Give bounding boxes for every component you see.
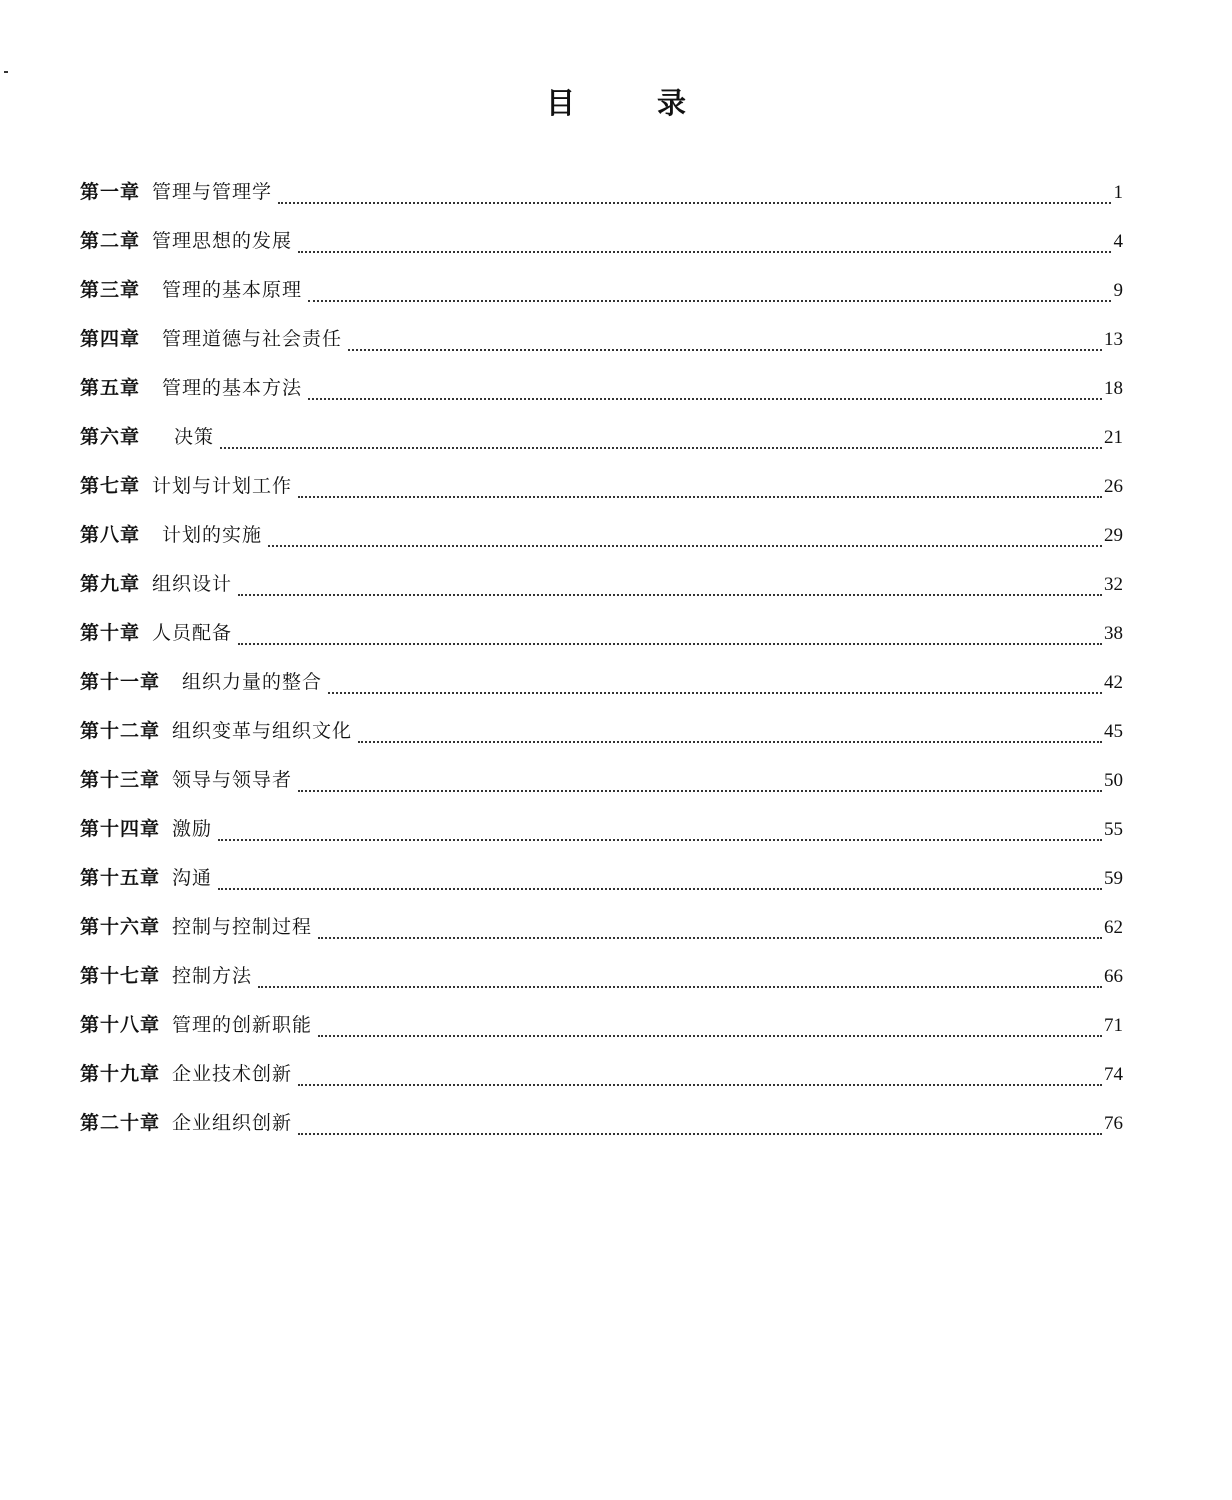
toc-entry[interactable]	[80, 1099, 1123, 1148]
chapter-title: 管理道德与社会责任	[162, 328, 343, 350]
chapter-number: 第十七章	[80, 965, 161, 987]
page-number: 74	[1104, 1064, 1123, 1085]
dot-leader	[268, 545, 1102, 547]
chapter-number: 第七章	[80, 475, 141, 497]
toc-entry[interactable]	[80, 364, 1123, 413]
chapter-title: 领导与领导者	[172, 769, 293, 791]
chapter-number: 第二章	[80, 230, 141, 252]
chapter-number: 第一章	[80, 181, 141, 203]
toc-entry[interactable]	[80, 315, 1123, 364]
page-number: 13	[1104, 329, 1123, 350]
chapter-title: 控制方法	[172, 965, 253, 987]
dot-leader	[258, 986, 1102, 988]
page-number: 50	[1104, 770, 1123, 791]
page-number: 18	[1104, 378, 1123, 399]
chapter-title: 管理的基本方法	[162, 377, 303, 399]
page-number: 21	[1104, 427, 1123, 448]
dot-leader	[328, 692, 1102, 694]
toc-entry[interactable]	[80, 658, 1123, 707]
chapter-number: 第十三章	[80, 769, 161, 791]
dot-leader	[298, 790, 1102, 792]
toc-entry[interactable]	[80, 805, 1123, 854]
page-number: 71	[1104, 1015, 1123, 1036]
toc-entry[interactable]	[80, 756, 1123, 805]
dot-leader	[318, 1035, 1102, 1037]
dot-leader	[218, 839, 1102, 841]
chapter-number: 第十四章	[80, 818, 161, 840]
chapter-title: 管理的基本原理	[162, 279, 303, 301]
dot-leader	[298, 251, 1111, 253]
page-number: 26	[1104, 476, 1123, 497]
chapter-title: 管理思想的发展	[152, 230, 293, 252]
toc-entry[interactable]	[80, 903, 1123, 952]
page-title: 目 录	[545, 86, 723, 121]
chapter-title: 组织力量的整合	[182, 671, 323, 693]
page-number: 66	[1104, 966, 1123, 987]
toc-entry[interactable]	[80, 707, 1123, 756]
dot-leader	[238, 594, 1102, 596]
chapter-title: 激励	[172, 818, 213, 840]
page-number: 38	[1104, 623, 1123, 644]
page-number: 9	[1113, 280, 1123, 301]
chapter-number: 第二十章	[80, 1112, 161, 1134]
chapter-title: 组织变革与组织文化	[172, 720, 353, 742]
toc-entry[interactable]	[80, 952, 1123, 1001]
table-of-contents	[80, 168, 1123, 1148]
chapter-number: 第十八章	[80, 1014, 161, 1036]
toc-entry[interactable]	[80, 609, 1123, 658]
page-number: 29	[1104, 525, 1123, 546]
dot-leader	[348, 349, 1102, 351]
page-number: 62	[1104, 917, 1123, 938]
dot-leader	[308, 398, 1102, 400]
page-number: 59	[1104, 868, 1123, 889]
chapter-title: 组织设计	[152, 573, 233, 595]
dot-leader	[298, 1133, 1102, 1135]
toc-entry[interactable]	[80, 1001, 1123, 1050]
toc-entry[interactable]	[80, 462, 1123, 511]
page-number: 45	[1104, 721, 1123, 742]
dot-leader	[318, 937, 1102, 939]
dot-leader	[298, 1084, 1102, 1086]
chapter-title: 决策	[174, 426, 215, 448]
chapter-title: 计划的实施	[162, 524, 263, 546]
page-number: 76	[1104, 1113, 1123, 1134]
chapter-title: 沟通	[172, 867, 213, 889]
dot-leader	[358, 741, 1102, 743]
chapter-number: 第十五章	[80, 867, 161, 889]
dot-leader	[278, 202, 1111, 204]
page-number: 4	[1113, 231, 1123, 252]
toc-entry[interactable]	[80, 266, 1123, 315]
toc-entry[interactable]	[80, 217, 1123, 266]
chapter-title: 企业技术创新	[172, 1063, 293, 1085]
toc-entry[interactable]	[80, 854, 1123, 903]
toc-entry[interactable]	[80, 511, 1123, 560]
chapter-number: 第十二章	[80, 720, 161, 742]
chapter-title: 控制与控制过程	[172, 916, 313, 938]
chapter-title: 管理与管理学	[152, 181, 273, 203]
chapter-number: 第十九章	[80, 1063, 161, 1085]
toc-entry[interactable]	[80, 1050, 1123, 1099]
page-number: 42	[1104, 672, 1123, 693]
dot-leader	[308, 300, 1111, 302]
chapter-number: 第五章	[80, 377, 141, 399]
chapter-number: 第九章	[80, 573, 141, 595]
page-number: 32	[1104, 574, 1123, 595]
dot-leader	[220, 447, 1102, 449]
chapter-number: 第四章	[80, 328, 141, 350]
scan-mark	[4, 71, 8, 73]
chapter-title: 计划与计划工作	[152, 475, 293, 497]
toc-entry[interactable]	[80, 413, 1123, 462]
chapter-number: 第十六章	[80, 916, 161, 938]
toc-entry[interactable]	[80, 168, 1123, 217]
chapter-title: 企业组织创新	[172, 1112, 293, 1134]
chapter-title: 管理的创新职能	[172, 1014, 313, 1036]
chapter-number: 第六章	[80, 426, 141, 448]
chapter-number: 第十章	[80, 622, 141, 644]
dot-leader	[238, 643, 1102, 645]
chapter-title: 人员配备	[152, 622, 233, 644]
dot-leader	[298, 496, 1102, 498]
chapter-number: 第八章	[80, 524, 141, 546]
dot-leader	[218, 888, 1102, 890]
chapter-number: 第十一章	[80, 671, 161, 693]
page-number: 55	[1104, 819, 1123, 840]
page-number: 1	[1113, 182, 1123, 203]
toc-entry[interactable]	[80, 560, 1123, 609]
chapter-number: 第三章	[80, 279, 141, 301]
